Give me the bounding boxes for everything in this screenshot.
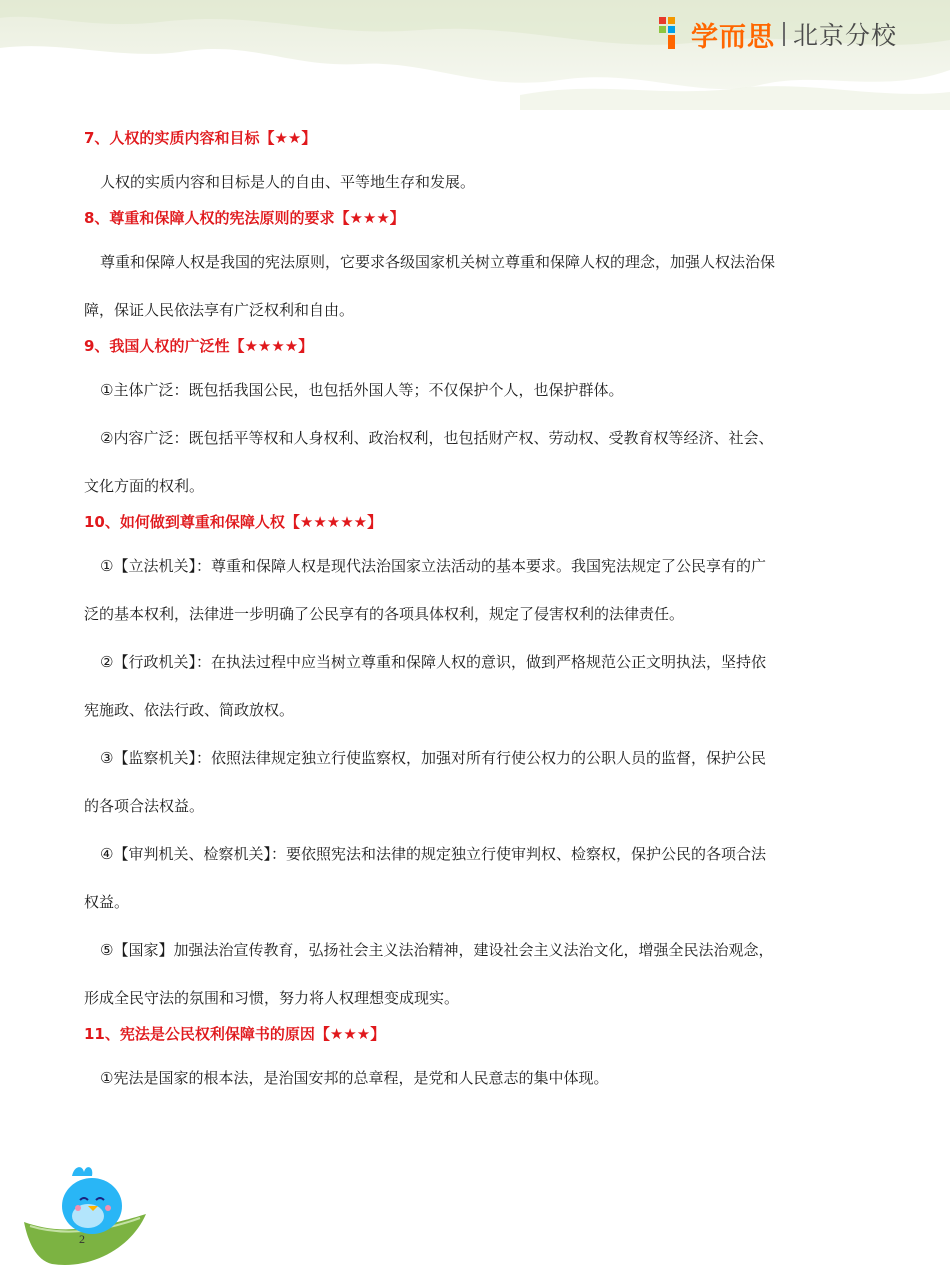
paragraph: ⑤【国家】加强法治宣传教育，弘扬社会主义法治精神，建设社会主义法治文化，增强全民法治观念， bbox=[100, 941, 774, 959]
paragraph: 宪施政、依法行政、简政放权。 bbox=[84, 701, 295, 719]
paragraph: ④【审判机关、检察机关】：要依照宪法和法律的规定独立行使审判权、检察权，保护公民的各项合法 bbox=[100, 845, 766, 863]
paragraph: ②内容广泛：既包括平等权和人身权利、政治权利，也包括财产权、劳动权、受教育权等经济、社会、 bbox=[100, 429, 774, 447]
brand-school: 北京分校 bbox=[793, 21, 898, 50]
bird-mascot-icon bbox=[22, 1162, 148, 1274]
section-heading-10: 10、如何做到尊重和保障人权【★★★★★】 bbox=[84, 513, 383, 531]
document-body bbox=[84, 122, 854, 1102]
section-heading-7: 7、人权的实质内容和目标【★★】 bbox=[84, 129, 317, 147]
paragraph: 文化方面的权利。 bbox=[84, 477, 205, 495]
paragraph: 人权的实质内容和目标是人的自由、平等地生存和发展。 bbox=[100, 173, 476, 191]
section-heading-11: 11、宪法是公民权利保障书的原因【★★★】 bbox=[84, 1025, 386, 1043]
paragraph: ③【监察机关】：依照法律规定独立行使监察权，加强对所有行使公权力的公职人员的监督，保护公民 bbox=[100, 749, 766, 767]
brand-name: 学而思 bbox=[691, 21, 775, 53]
paragraph: 形成全民守法的氛围和习惯，努力将人权理想变成现实。 bbox=[84, 989, 460, 1007]
paragraph: ②【行政机关】：在执法过程中应当树立尊重和保障人权的意识，做到严格规范公正文明执法，坚持依 bbox=[100, 653, 766, 671]
paragraph: 尊重和保障人权是我国的宪法原则，它要求各级国家机关树立尊重和保障人权的理念，加强人权法治保 bbox=[100, 253, 776, 271]
section-heading-9: 9、我国人权的广泛性【★★★★】 bbox=[84, 337, 314, 355]
paragraph: ①【立法机关】：尊重和保障人权是现代法治国家立法活动的基本要求。我国宪法规定了公民享有的广 bbox=[100, 557, 766, 575]
brand-logo bbox=[655, 14, 897, 54]
paragraph: ①宪法是国家的根本法，是治国安邦的总章程，是党和人民意志的集中体现。 bbox=[100, 1069, 609, 1087]
paragraph: 权益。 bbox=[84, 893, 130, 911]
paragraph: 障，保证人民依法享有广泛权利和自由。 bbox=[84, 301, 355, 319]
page-number: 2 bbox=[79, 1232, 85, 1246]
paragraph: 的各项合法权益。 bbox=[84, 797, 205, 815]
brand-mark-icon bbox=[655, 15, 685, 53]
section-heading-8: 8、尊重和保障人权的宪法原则的要求【★★★】 bbox=[84, 209, 405, 227]
paragraph: ①主体广泛：既包括我国公民，也包括外国人等；不仅保护个人，也保护群体。 bbox=[100, 381, 624, 399]
brand-divider bbox=[783, 22, 785, 46]
paragraph: 泛的基本权利，法律进一步明确了公民享有的各项具体权利，规定了侵害权利的法律责任。 bbox=[84, 605, 685, 623]
